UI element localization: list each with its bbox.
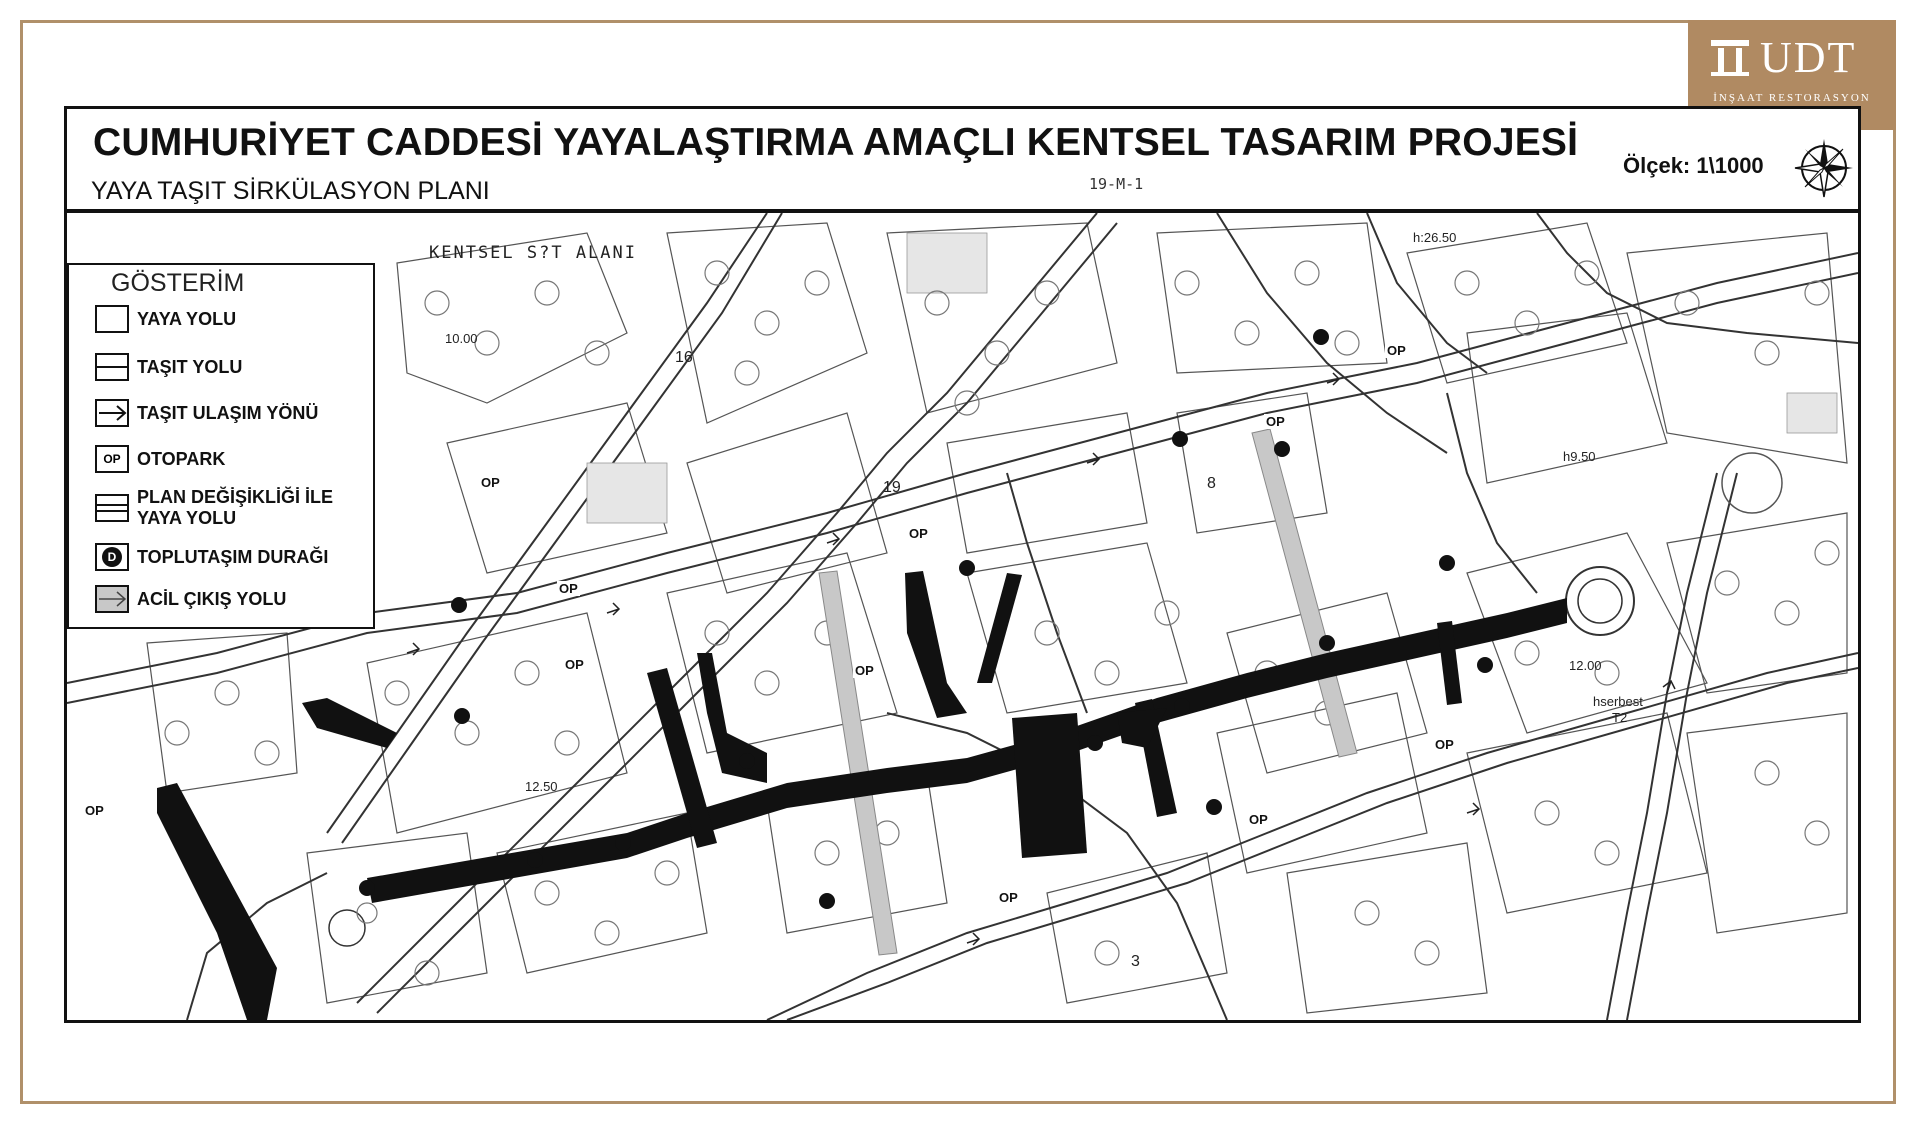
logo-brand: UDT <box>1760 33 1857 82</box>
legend-label: TAŞIT YOLU <box>137 356 243 377</box>
legend-item-vehicle-road <box>95 353 357 381</box>
drawing-sheet <box>64 106 1861 1023</box>
height-label: h:26.50 <box>1413 230 1457 245</box>
column-icon <box>1708 38 1752 78</box>
traffic-direction-arrow-icon <box>95 399 129 427</box>
legend-label: TAŞIT ULAŞIM YÖNÜ <box>137 402 319 423</box>
parking-label: OP <box>999 890 1018 905</box>
block-number: 8 <box>1207 475 1216 492</box>
site-plan-map <box>67 213 1858 1020</box>
sheet-code: 19-M-1 <box>1089 175 1144 193</box>
project-title: CUMHURİYET CADDESİ YAYALAŞTIRMA AMAÇLI KENTSEL TASARIM PROJESİ <box>93 121 1579 164</box>
height-label: 10.00 <box>445 331 478 346</box>
parking-label: OP <box>909 526 928 541</box>
legend-item-pedestrian-road <box>95 305 357 333</box>
bus-stop-code: D <box>102 547 122 567</box>
parking-label: OP <box>855 663 874 678</box>
zone-label: hserbest <box>1593 694 1643 709</box>
height-label: h9.50 <box>1563 449 1596 464</box>
logo-wordmark <box>1708 32 1856 83</box>
emergency-exit-arrow-icon <box>95 585 129 613</box>
north-arrow-icon <box>1793 137 1855 199</box>
height-label: 12.00 <box>1569 658 1602 673</box>
logo-tagline: İNŞAAT RESTORASYON <box>1713 92 1871 104</box>
plan-change-pedestrian-symbol <box>95 494 129 522</box>
pedestrian-road-symbol <box>95 305 129 333</box>
legend-label: TOPLUTAŞIM DURAĞI <box>137 546 329 567</box>
parking-label: OP <box>1266 414 1285 429</box>
legend-title: GÖSTERİM <box>111 269 245 297</box>
legend-label: OTOPARK <box>137 448 226 469</box>
parking-label: OP <box>559 581 578 596</box>
site-area-label: KENTSEL S?T ALANI <box>429 243 637 263</box>
legend-box <box>67 263 375 629</box>
height-label: 12.50 <box>525 779 558 794</box>
parking-symbol: OP <box>95 445 129 473</box>
vehicle-road-symbol <box>95 353 129 381</box>
plan-subtitle: YAYA TAŞIT SİRKÜLASYON PLANI <box>91 177 490 205</box>
scale-label: Ölçek: 1\1000 <box>1623 153 1764 178</box>
block-number: 3 <box>1131 953 1140 970</box>
parking-label: OP <box>481 475 500 490</box>
parking-label: OP <box>1387 343 1406 358</box>
legend-item-parking <box>95 445 357 473</box>
legend-item-traffic-direction <box>95 399 357 427</box>
parking-label: OP <box>565 657 584 672</box>
legend-label: PLAN DEĞİŞİKLİĞİ İLE YAYA YOLU <box>137 487 334 528</box>
parking-label: OP <box>85 803 104 818</box>
block-number: 19 <box>883 479 901 496</box>
parking-label: OP <box>1435 737 1454 752</box>
title-block <box>67 109 1858 213</box>
legend-item-transit-stop <box>95 543 357 571</box>
bus-stop-icon <box>95 543 129 571</box>
zone-label: T2 <box>1612 710 1628 725</box>
block-number: 16 <box>675 349 693 366</box>
legend-label: YAYA YOLU <box>137 308 237 329</box>
legend-item-plan-change-pedestrian <box>95 487 357 529</box>
legend-item-emergency-exit <box>95 585 357 613</box>
parking-label: OP <box>1249 812 1268 827</box>
legend-label: ACİL ÇIKIŞ YOLU <box>137 588 287 609</box>
